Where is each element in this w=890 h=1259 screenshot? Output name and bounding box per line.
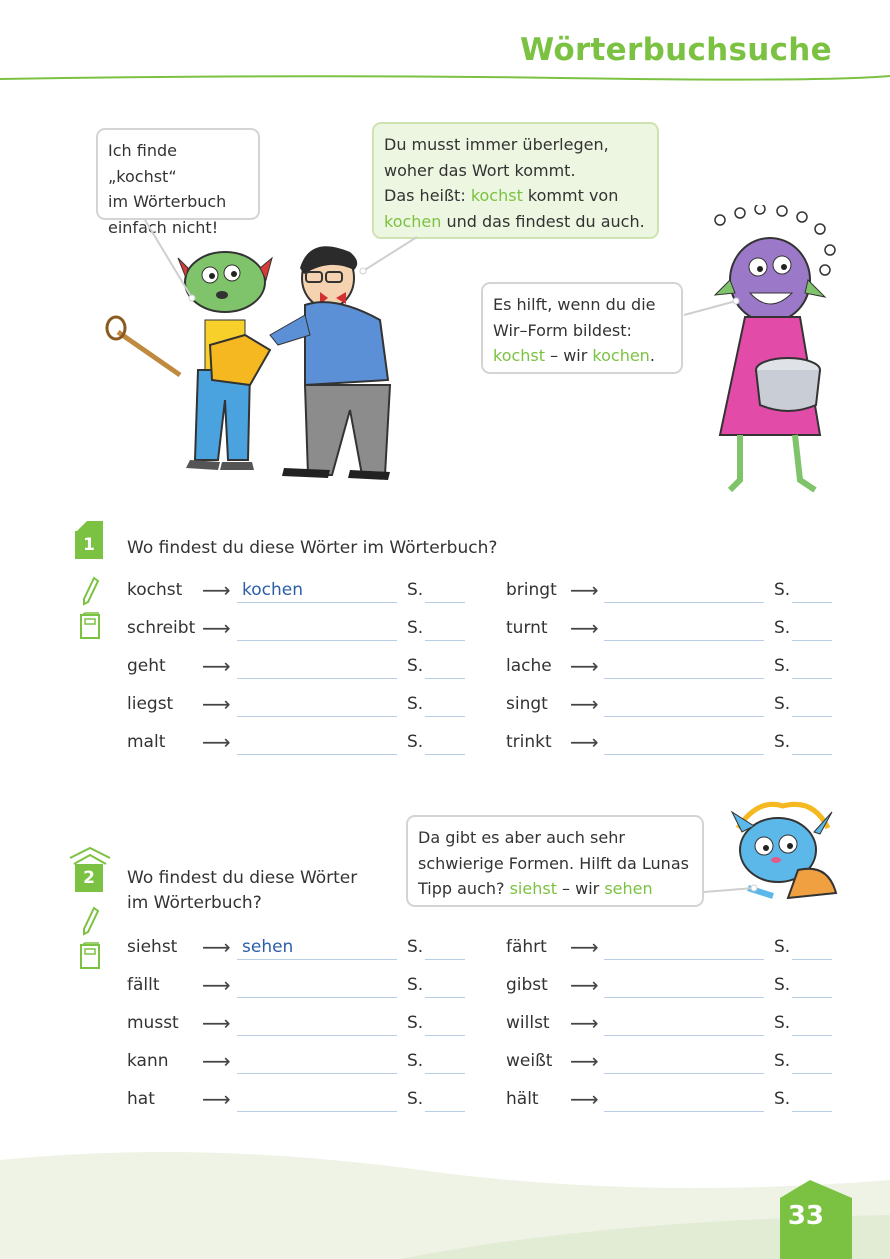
- verb-form: hat: [127, 1089, 155, 1109]
- question-line: im Wörterbuch?: [127, 893, 262, 913]
- bubble-text: Tipp auch?: [418, 879, 510, 898]
- answer-line[interactable]: [604, 1073, 764, 1074]
- page-label: S.: [407, 656, 424, 676]
- answer-line[interactable]: [604, 959, 764, 960]
- task-number-2: 2: [75, 864, 103, 892]
- highlight-word: kochst: [470, 186, 523, 205]
- verb-form: singt: [506, 694, 548, 714]
- task-roof-icon: [68, 846, 112, 866]
- arrow-icon: ⟶: [202, 730, 231, 754]
- exercise-row: [127, 618, 467, 648]
- arrow-icon: ⟶: [570, 692, 599, 716]
- answer-line[interactable]: [237, 1073, 397, 1074]
- page-label: S.: [774, 937, 791, 957]
- verb-form: kochst: [127, 580, 183, 600]
- answer-line[interactable]: [604, 678, 764, 679]
- exercise-row: [506, 975, 846, 1005]
- exercise-row: [506, 1051, 846, 1081]
- verb-form: willst: [506, 1013, 550, 1033]
- answer-line[interactable]: [604, 1111, 764, 1112]
- arrow-icon: ⟶: [570, 935, 599, 959]
- luna-illustration: [700, 205, 850, 505]
- arrow-icon: ⟶: [202, 1087, 231, 1111]
- question-line: Wo findest du diese Wörter: [127, 868, 358, 888]
- page-number-line[interactable]: [425, 640, 465, 641]
- verb-form: musst: [127, 1013, 179, 1033]
- bubble-line: einfach nicht!: [108, 217, 219, 237]
- bubble-text: .: [649, 346, 655, 365]
- page-number-line[interactable]: [425, 959, 465, 960]
- arrow-icon: ⟶: [202, 616, 231, 640]
- highlight-word: sehen: [604, 879, 653, 898]
- pencil-icon: [80, 906, 100, 936]
- page-label: S.: [774, 694, 791, 714]
- bubble-line: [384, 183, 647, 209]
- page-number-line[interactable]: [425, 602, 465, 603]
- page-number-line[interactable]: [792, 754, 832, 755]
- verb-form: gibst: [506, 975, 548, 995]
- page-label: S.: [774, 656, 791, 676]
- page-label: S.: [407, 1013, 424, 1033]
- arrow-icon: ⟶: [202, 578, 231, 602]
- highlight-word: kochen: [592, 346, 650, 365]
- verb-form: fährt: [506, 937, 547, 957]
- bubble-pointer: [355, 235, 425, 280]
- page-number-line[interactable]: [425, 1035, 465, 1036]
- page-label: S.: [407, 1089, 424, 1109]
- verb-form: weißt: [506, 1051, 553, 1071]
- arrow-icon: ⟶: [570, 1087, 599, 1111]
- page-number-line[interactable]: [792, 959, 832, 960]
- verb-form: siehst: [127, 937, 178, 957]
- page-number-line[interactable]: [792, 716, 832, 717]
- page-label: S.: [407, 732, 424, 752]
- page-number: 33: [787, 1201, 824, 1231]
- page-number-line[interactable]: [792, 997, 832, 998]
- verb-form: liegst: [127, 694, 174, 714]
- page-title: Wörterbuchsuche: [519, 32, 832, 68]
- page-number-line[interactable]: [425, 716, 465, 717]
- page-label: S.: [407, 937, 424, 957]
- exercise-row: [127, 1089, 467, 1119]
- exercise-row: [127, 1013, 467, 1043]
- answer-line[interactable]: [237, 997, 397, 998]
- exercise-row: [506, 694, 846, 724]
- verb-form: geht: [127, 656, 166, 676]
- bubble-line: [418, 876, 692, 902]
- bubble-pointer: [682, 295, 742, 320]
- bubble-line: [493, 343, 671, 369]
- page-number-line[interactable]: [792, 678, 832, 679]
- bubble-line: woher das Wort kommt.: [384, 160, 576, 180]
- exercise-row: [506, 732, 846, 762]
- bubble-line: [384, 209, 647, 235]
- answer-line[interactable]: [237, 1111, 397, 1112]
- bubble-text: Das heißt:: [384, 186, 471, 205]
- answer-line[interactable]: [237, 716, 397, 717]
- page-number-line[interactable]: [792, 1035, 832, 1036]
- verb-form: trinkt: [506, 732, 552, 752]
- exercise-row: [127, 1051, 467, 1081]
- dictionary-icon: [78, 612, 102, 642]
- answer-line[interactable]: [237, 640, 397, 641]
- answer-line[interactable]: [237, 1035, 397, 1036]
- bubble-line: im Wörterbuch: [108, 192, 227, 211]
- page-number-line[interactable]: [425, 1111, 465, 1112]
- footer-hills: [0, 1140, 890, 1259]
- answer-text: kochen: [242, 580, 303, 600]
- page-label: S.: [774, 618, 791, 638]
- highlight-word: siehst: [509, 879, 557, 898]
- arrow-icon: ⟶: [570, 730, 599, 754]
- verb-form: fällt: [127, 975, 160, 995]
- arrow-icon: ⟶: [570, 654, 599, 678]
- task-1-question: Wo findest du diese Wörter im Wörterbuch?: [127, 538, 498, 558]
- answer-line[interactable]: [237, 602, 397, 603]
- page-number-line[interactable]: [792, 1073, 832, 1074]
- arrow-icon: ⟶: [570, 973, 599, 997]
- exercise-row: [127, 656, 467, 686]
- exercise-row: [506, 618, 846, 648]
- exercise-row: [506, 580, 846, 610]
- arrow-icon: ⟶: [202, 692, 231, 716]
- bubble-text: – wir: [556, 879, 605, 898]
- verb-form: turnt: [506, 618, 548, 638]
- exercise-row: [127, 732, 467, 762]
- page-label: S.: [407, 580, 424, 600]
- highlight-word: kochst: [493, 346, 546, 365]
- page-label: S.: [774, 975, 791, 995]
- arrow-icon: ⟶: [202, 654, 231, 678]
- arrow-icon: ⟶: [202, 1049, 231, 1073]
- answer-text: sehen: [242, 937, 294, 957]
- page-number-line[interactable]: [792, 1111, 832, 1112]
- bubble-line: Wir–Form bildest:: [493, 320, 632, 340]
- task-number-1: 1: [75, 531, 103, 559]
- arrow-icon: ⟶: [570, 1049, 599, 1073]
- verb-form: kann: [127, 1051, 169, 1071]
- exercise-row: [506, 937, 846, 967]
- page-label: S.: [774, 1051, 791, 1071]
- bubble-line: Es hilft, wenn du die: [493, 295, 656, 314]
- exercise-row: [506, 1089, 846, 1119]
- bubble-line: schwierige Formen. Hilft da Lunas: [418, 853, 689, 873]
- bubble-text: und das findest du auch.: [441, 211, 645, 231]
- exercise-row: [506, 1013, 846, 1043]
- page-label: S.: [407, 694, 424, 714]
- bubble-pointer: [120, 218, 200, 303]
- page-label: S.: [407, 1051, 424, 1071]
- bubble-text: kommt von: [522, 186, 619, 205]
- bubble-line: Du musst immer überlegen,: [384, 135, 609, 154]
- answer-line[interactable]: [604, 754, 764, 755]
- arrow-icon: ⟶: [570, 616, 599, 640]
- task-tab-icon: [75, 521, 103, 533]
- arrow-icon: ⟶: [570, 1011, 599, 1035]
- answer-line[interactable]: [604, 997, 764, 998]
- dictionary-icon: [78, 942, 102, 972]
- page-number-line[interactable]: [425, 1073, 465, 1074]
- page-label: S.: [774, 580, 791, 600]
- monster-speech-bubble: [406, 815, 704, 907]
- bubble-pointer: [702, 872, 762, 897]
- page-label: S.: [407, 618, 424, 638]
- answer-line[interactable]: [604, 1035, 764, 1036]
- answer-line[interactable]: [237, 959, 397, 960]
- bubble-line: Ich finde „kochst“: [108, 141, 177, 186]
- answer-line[interactable]: [604, 602, 764, 603]
- luna-speech-bubble: [481, 282, 683, 374]
- verb-form: schreibt: [127, 618, 196, 638]
- verb-form: lache: [506, 656, 552, 676]
- arrow-icon: ⟶: [570, 578, 599, 602]
- exercise-row: [127, 975, 467, 1005]
- page-number-line[interactable]: [792, 602, 832, 603]
- page-label: S.: [774, 732, 791, 752]
- page-number-line[interactable]: [425, 678, 465, 679]
- answer-line[interactable]: [237, 754, 397, 755]
- verb-form: hält: [506, 1089, 539, 1109]
- arrow-icon: ⟶: [202, 1011, 231, 1035]
- answer-line[interactable]: [604, 716, 764, 717]
- page-number-line[interactable]: [792, 640, 832, 641]
- arrow-icon: ⟶: [202, 935, 231, 959]
- page-number-line[interactable]: [425, 997, 465, 998]
- verb-form: malt: [127, 732, 166, 752]
- answer-line[interactable]: [604, 640, 764, 641]
- exercise-row: [127, 580, 467, 610]
- page-label: S.: [407, 975, 424, 995]
- page-number-line[interactable]: [425, 754, 465, 755]
- exercise-row: [127, 937, 467, 967]
- exercise-row: [127, 694, 467, 724]
- teacher-speech-bubble: [372, 122, 659, 239]
- page-label: S.: [774, 1089, 791, 1109]
- alien-speech-bubble: [96, 128, 260, 237]
- verb-form: bringt: [506, 580, 557, 600]
- pencil-icon: [80, 576, 100, 606]
- task-2-question: [127, 866, 357, 916]
- page-label: S.: [774, 1013, 791, 1033]
- arrow-icon: ⟶: [202, 973, 231, 997]
- bubble-text: – wir: [545, 346, 593, 365]
- answer-line[interactable]: [237, 678, 397, 679]
- bubble-line: Da gibt es aber auch sehr: [418, 828, 625, 847]
- exercise-row: [506, 656, 846, 686]
- highlight-word: kochen: [384, 211, 442, 231]
